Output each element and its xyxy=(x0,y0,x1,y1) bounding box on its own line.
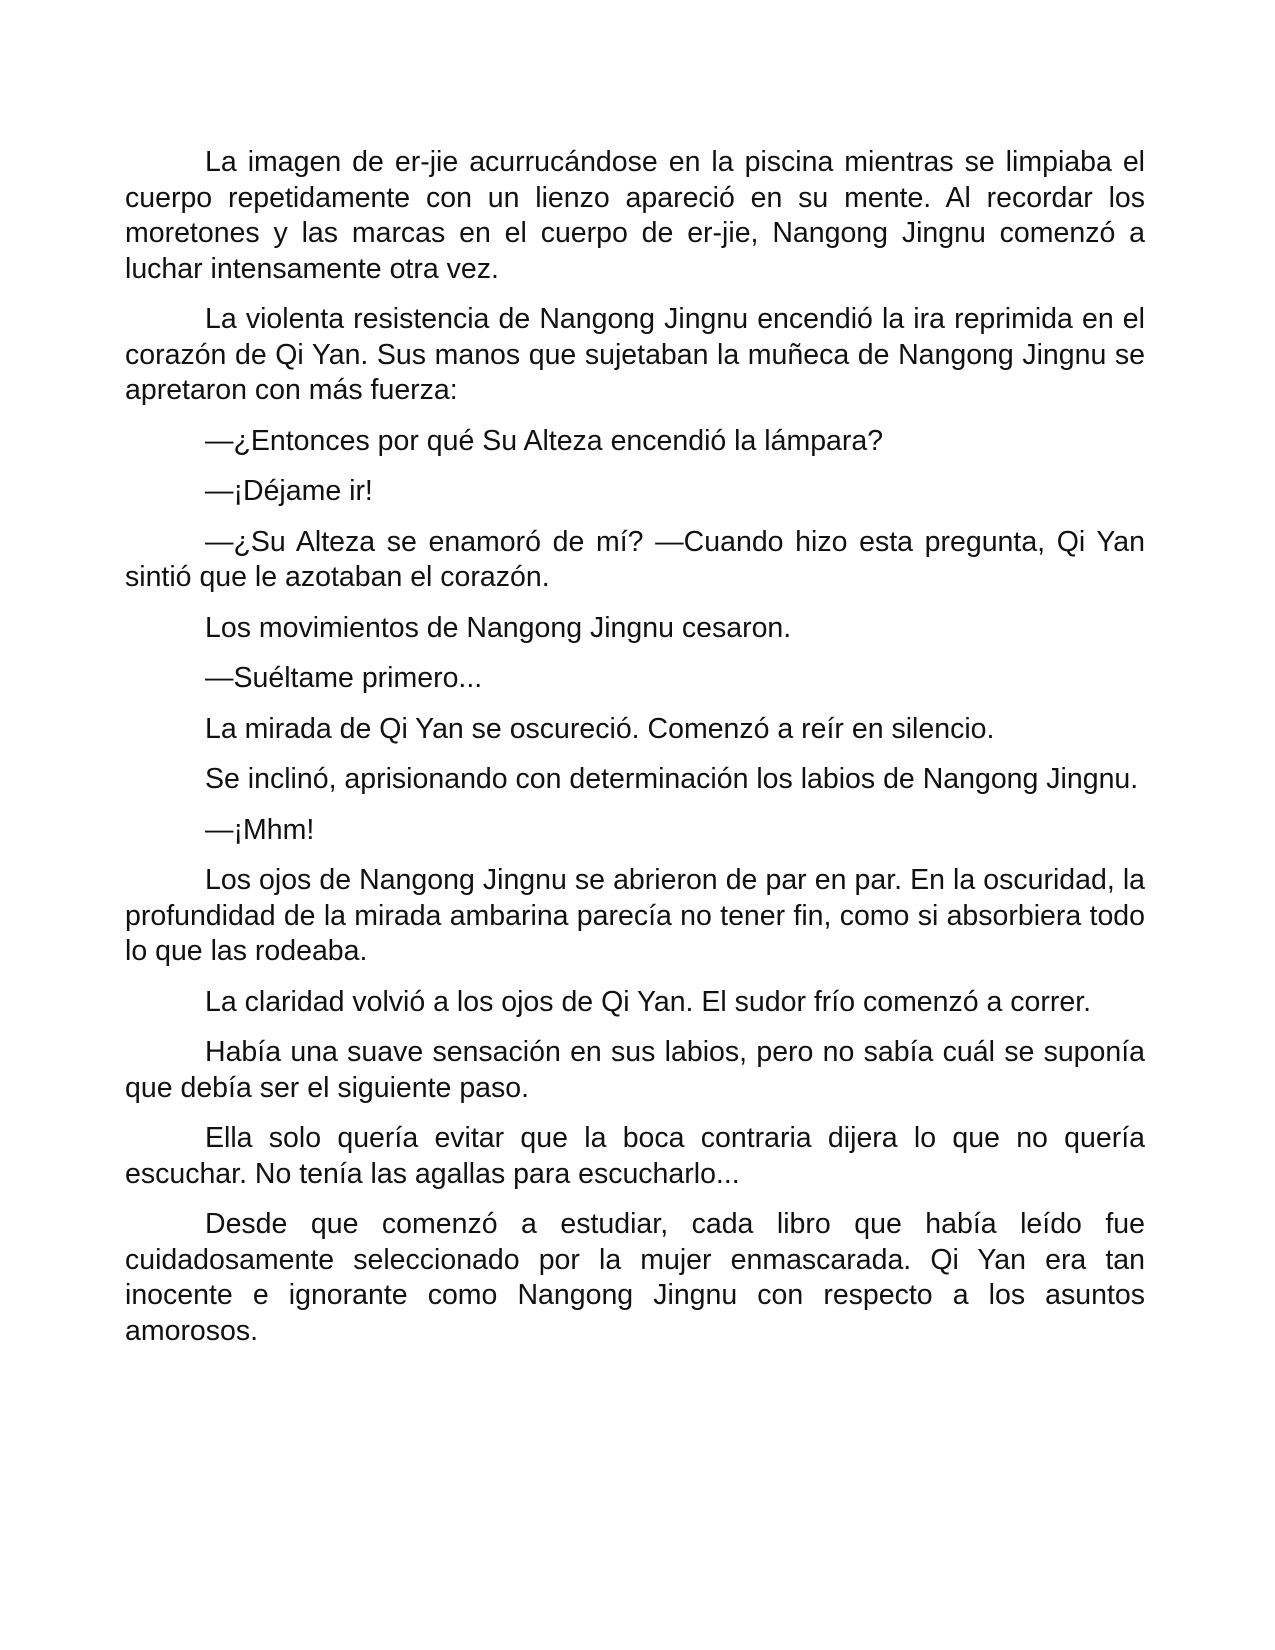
paragraph: Se inclinó, aprisionando con determinación los labios de Nangong Jingnu. xyxy=(205,763,1139,795)
dialogue-line: —Suéltame primero... xyxy=(205,662,483,694)
dialogue-line: —¡Déjame ir! xyxy=(205,475,373,507)
document-page xyxy=(125,145,1145,1364)
paragraph: La imagen de er-jie acurrucándose en la piscina mientras se limpiaba el cuerpo repetidamente con un lienzo apareció en su mente. Al recordar los moretones y las marcas en el cuerpo de er-jie, Nangong Jingnu comenzó a luchar intensamente otra vez. xyxy=(125,146,1145,285)
dialogue-line: —¿Entonces por qué Su Alteza encendió la lámpara? xyxy=(205,424,884,457)
dialogue-line: —¡Mhm! xyxy=(205,813,315,846)
paragraph: Había una suave sensación en sus labios, pero no sabía cuál se suponía que debía ser el siguiente paso. xyxy=(125,1036,1145,1104)
paragraph: La violenta resistencia de Nangong Jingnu encendió la ira reprimida en el corazón de Qi Yan. Sus manos que sujetaban la muñeca de Nangong Jingnu se apretaron con más fuerza: xyxy=(125,303,1145,406)
paragraph: Los movimientos de Nangong Jingnu cesaron. xyxy=(205,611,792,644)
paragraph: Ella solo quería evitar que la boca contraria dijera lo que no quería escuchar. No tenía las agallas para escucharlo... xyxy=(125,1122,1145,1190)
paragraph: La mirada de Qi Yan se oscureció. Comenzó a reír en silencio. xyxy=(205,712,995,745)
paragraph: Desde que comenzó a estudiar, cada libro que había leído fue cuidadosamente seleccionado por la mujer enmascarada. Qi Yan era tan inocente e ignorante como Nangong Jingnu con respecto a los asuntos amorosos. xyxy=(125,1208,1145,1347)
dialogue-line: —¿Su Alteza se enamoró de mí? —Cuando hizo esta pregunta, Qi Yan sintió que le azotaban el corazón. xyxy=(125,525,1145,593)
paragraph: La claridad volvió a los ojos de Qi Yan. El sudor frío comenzó a correr. xyxy=(205,985,1092,1018)
paragraph: Los ojos de Nangong Jingnu se abrieron de par en par. En la oscuridad, la profundidad de la mirada ambarina parecía no tener fin, como si absorbiera todo lo que las rodeaba. xyxy=(125,864,1145,967)
